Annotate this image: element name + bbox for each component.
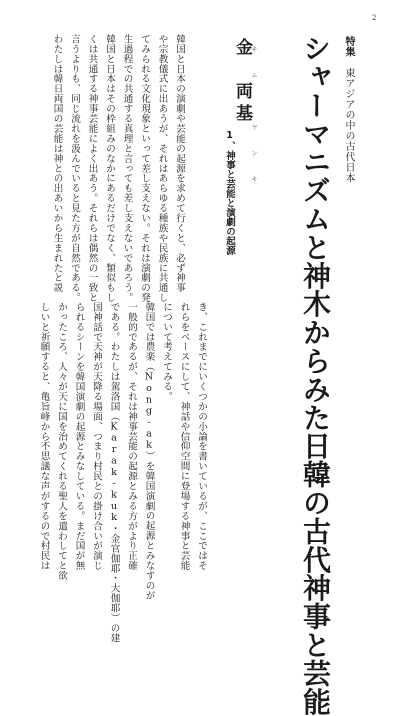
series-name: 東アジアの中の古代日本: [343, 67, 354, 183]
series-label: [341, 36, 356, 183]
author-ruby: キム ヤンキ: [250, 46, 257, 202]
author-name: 金 両基: [232, 38, 252, 126]
article-title: シャーマニズムと神木からみた日韓の古代神事と芸能: [299, 34, 332, 716]
body-text-lower: き、これまでにいくつかの小論を書いているが、ここではそ れらをベースにして、神話や信仰空間に登場する神事と芸能 について考えてみる。 韓国では農楽（Nong-ak）を韓国演劇の起源とみなすのが 一般的であるが、それは神事芸能の起源とみる方がより正確 である。わたしは駕洛国（Karak-kuk・金官伽耶・大伽耶）の建 国神話で天神が天降る場面、つまり村民との掛け合いが演じ られるシーンを韓国演劇の起源とみなしている。まだ国が無 かったころ、人々が天に国を治めてくれる聖人を遣わしてと欲 しいと祈願すると、亀旨峰から不思議な声がするので村民は: [38, 302, 207, 643]
page-number: 2: [372, 14, 377, 22]
body-text-upper: 韓国と日本の演劇や芸能の起源を求めて行くと、必ず神事 や宗教儀式に出あうが、それはあらゆる種族や民族に共通し てみられる文化現象といって差し支えない。それは演劇の発 生過程での共通する真理と言っても差し支えないであろう。 韓国と日本はその枠組みのなかにあるだけでなく、類似もし くは共通する神事芸能によく出あう。それらは偶然の一致と 言うよりも、同じ流れを汲んでいると見た方が自然である。 わたしは韓日両国の芸能は神との出あいから生まれたと説: [51, 34, 185, 303]
series-tag: 特集: [343, 36, 354, 57]
section-heading: 1、神事と芸能と演劇の起源: [224, 130, 235, 255]
